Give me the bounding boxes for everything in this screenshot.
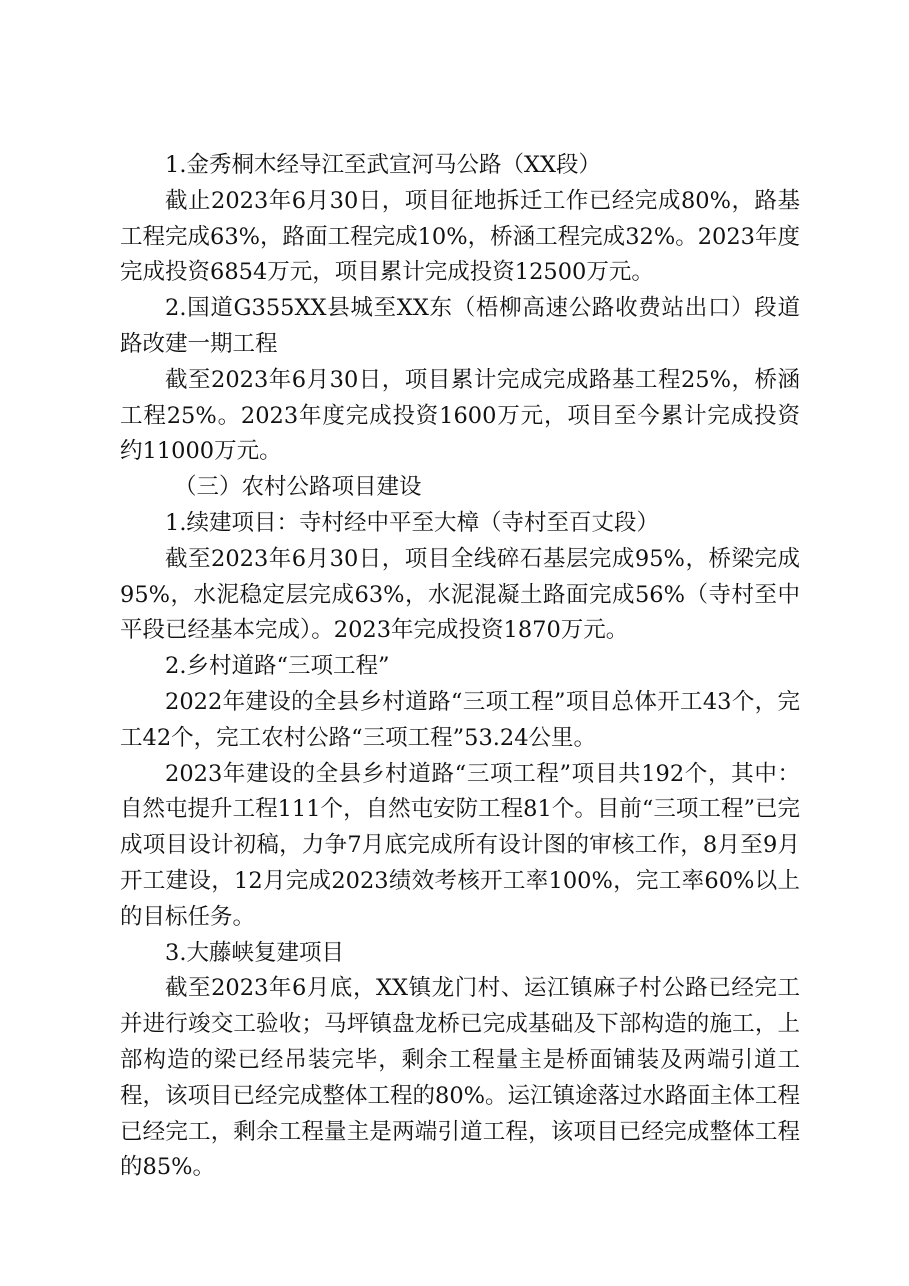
project-heading-sicun-road: 1.续建项目：寺村经中平至大樟（寺村至百丈段）: [165, 509, 659, 536]
project-heading-jinxiu-road: 1.金秀桐木经导江至武宣河马公路（XX段）: [165, 152, 602, 178]
document-body: [120, 148, 800, 1186]
three-projects-2023-progress: 2023年建设的全县乡村道路“三项工程”项目共192个，其中：自然屯提升工程111个，自然屯安防工程81个。目前“三项工程”已完成项目设计初稿，力争7月底完成所有设计图的审核工作，8月至9月开工建设，12月完成2023绩效考核开工率100%，完工率60%以上的目标任务。: [120, 760, 800, 930]
project-heading-datengxia: 3.大藤峡复建项目: [165, 939, 344, 966]
project-progress-g355-road: 截至2023年6月30日，项目累计完成完成路基工程25%，桥涵工程25%。2023年度完成投资1600万元，项目至今累计完成投资约11000万元。: [120, 366, 800, 465]
project-progress-jinxiu-road: 截止2023年6月30日，项目征地拆迁工作已经完成80%，路基工程完成63%，路面工程完成10%，桥涵工程完成32%。2023年度完成投资6854万元，项目累计完成投资12500万元。: [120, 187, 800, 286]
three-projects-2022-progress: 2022年建设的全县乡村道路“三项工程”项目总体开工43个，完工42个，完工农村公路“三项工程”53.24公里。: [120, 688, 800, 751]
project-progress-datengxia: 截至2023年6月底，XX镇龙门村、运江镇麻子村公路已经完工并进行竣交工验收；马坪镇盘龙桥已完成基础及下部构造的施工，上部构造的梁已经吊装完毕，剩余工程量主是桥面铺装及两端引道工程，该项目已经完成整体工程的80%。运江镇途落过水路面主体工程已经完工，剩余工程量主是两端引道工程，该项目已经完成整体工程的85%。: [120, 975, 801, 1181]
project-heading-three-projects: 2.乡村道路“三项工程”: [165, 653, 390, 680]
project-heading-g355-road: 2.国道G355XX县城至XX东（梧柳高速公路收费站出口）段道路改建一期工程: [120, 295, 800, 357]
section-heading-rural-roads: （三）农村公路项目建设: [174, 474, 422, 501]
project-progress-sicun-road: 截至2023年6月30日，项目全线碎石基层完成95%，桥梁完成95%，水泥稳定层完成63%，水泥混凝土路面完成56%（寺村至中平段已经基本完成）。2023年完成投资1870万元。: [120, 545, 800, 644]
